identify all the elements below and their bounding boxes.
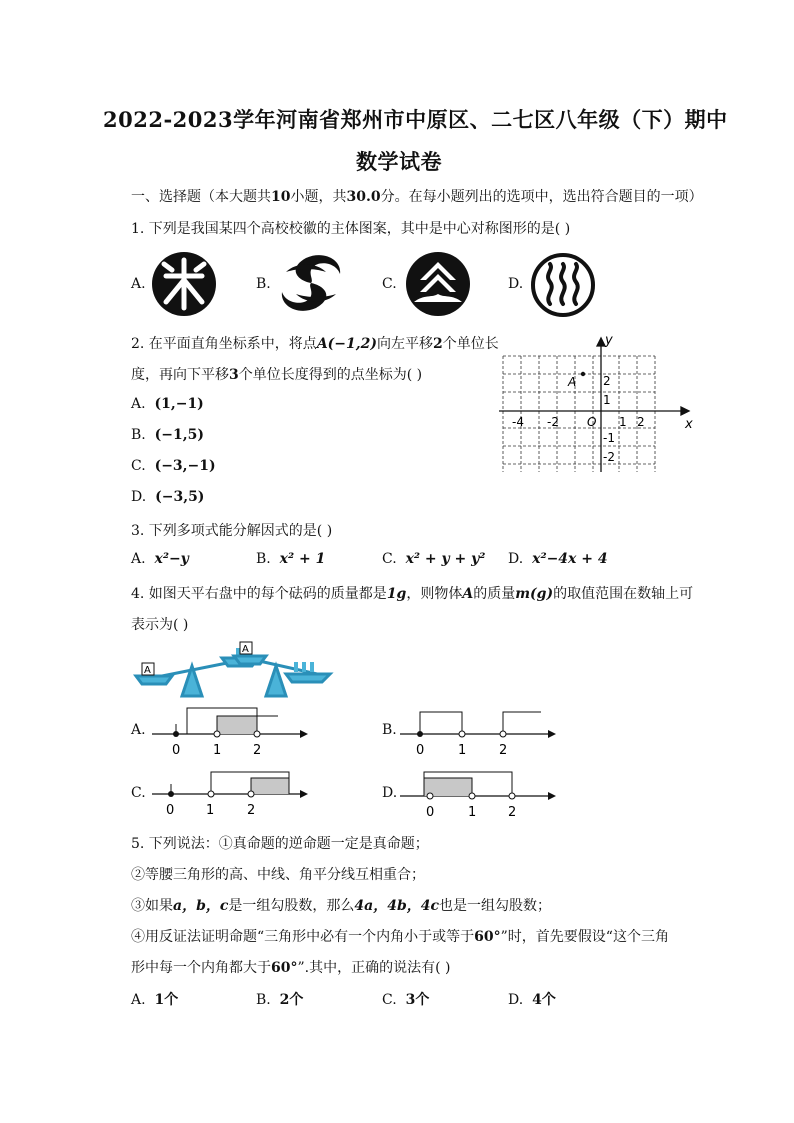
coordinate-grid [495,330,695,478]
balance-scale-2 [230,636,340,702]
y-tick: 2 [603,374,611,388]
q2-option-a: A. (1,−1) [131,396,204,412]
x-tick: 2 [637,415,645,429]
tick-2: 2 [508,805,517,820]
question-2-line2: 度，再向下平移3个单位长度得到的点坐标为( ) [131,367,423,383]
q1-option-c-label: C. [382,276,397,292]
q5-option-d: D. 4个 [508,992,556,1008]
q5-option-a: A. 1个 [131,992,179,1008]
tick-0: 0 [166,803,175,818]
tick-1: 1 [468,805,477,820]
question-5-line4: ④用反证法证明命题“三角形中必有一个内角小于或等于60°”时，首先要假设“这个三角 [131,929,669,945]
x-tick: 1 [619,415,627,429]
scale-2-object-label: A [242,644,249,655]
origin-label: O [587,415,597,429]
tick-1: 1 [206,803,215,818]
y-tick: -1 [603,431,615,445]
q3-option-d: D. x²−4x + 4 [508,551,608,567]
q1-option-b-label: B. [256,276,271,292]
x-tick: -2 [547,415,559,429]
tick-1: 1 [458,743,467,758]
y-tick: -2 [603,450,615,464]
question-5-line2: ②等腰三角形的高、中线、角平分线互相重合； [131,867,425,883]
q4-option-c-label: C. [131,785,146,801]
y-axis-label: y [605,333,613,348]
x-tick: -4 [512,415,524,429]
q5-option-c: C. 3个 [382,992,430,1008]
q3-option-a: A. x²−y [131,551,189,567]
point-a [581,372,585,376]
question-4-line2: 表示为( ) [131,617,189,633]
number-line-b [398,700,563,760]
y-tick: 1 [603,393,611,407]
emblem-a-image [150,250,218,318]
q2-option-b: B. (−1,5) [131,427,204,443]
q2-option-d: D. (−3,5) [131,489,205,505]
q5-option-b: B. 2个 [256,992,304,1008]
tick-0: 0 [416,743,425,758]
question-4-line1: 4. 如图天平右盘中的每个砝码的质量都是1g，则物体A的质量m(g)的取值范围在数轴上可 [131,586,694,602]
q2-option-c: C. (−3,−1) [131,458,216,474]
q4-option-b-label: B. [382,722,397,738]
number-line-c [150,762,315,822]
q1-option-a-label: A. [131,276,146,292]
tick-2: 2 [253,743,262,758]
q1-option-d-label: D. [508,276,524,292]
question-5-line1: 5. 下列说法：①真命题的逆命题一定是真命题； [131,836,429,852]
q3-option-c: C. x² + y + y² [382,551,486,567]
tick-0: 0 [172,743,181,758]
q4-option-d-label: D. [382,785,398,801]
question-5-line3: ③如果a，b，c是一组勾股数，那么4a，4b，4c也是一组勾股数； [131,898,551,914]
question-1-text: 1. 下列是我国某四个高校校徽的主体图案，其中是中心对称图形的是( ) [131,221,571,237]
tick-2: 2 [499,743,508,758]
question-5-line5: 形中每一个内角都大于60°”.其中，正确的说法有( ) [131,960,451,976]
section-heading: 一、选择题（本大题共10小题，共30.0分。在每小题列出的选项中，选出符合题目的一项） [131,189,703,205]
point-a-label: A [568,375,577,389]
number-line-d [398,762,563,822]
number-line-a [150,700,315,760]
page-subtitle: 数学试卷 [356,149,442,174]
x-axis-label: x [685,417,693,432]
question-2-line1: 2. 在平面直角坐标系中，将点A(−1,2)向左平移2个单位长 [131,336,499,352]
question-3-text: 3. 下列多项式能分解因式的是( ) [131,523,333,539]
tick-1: 1 [213,743,222,758]
page-title: 2022-2023学年河南省郑州市中原区、二七区八年级（下）期中 [103,107,728,132]
q3-option-b: B. x² + 1 [256,551,326,567]
emblem-b-image [276,250,346,316]
tick-0: 0 [426,805,435,820]
q4-option-a-label: A. [131,722,146,738]
tick-2: 2 [247,803,256,818]
emblem-c-image [404,250,472,318]
emblem-d-image [530,252,596,318]
scale-1-object-label: A [144,665,151,676]
